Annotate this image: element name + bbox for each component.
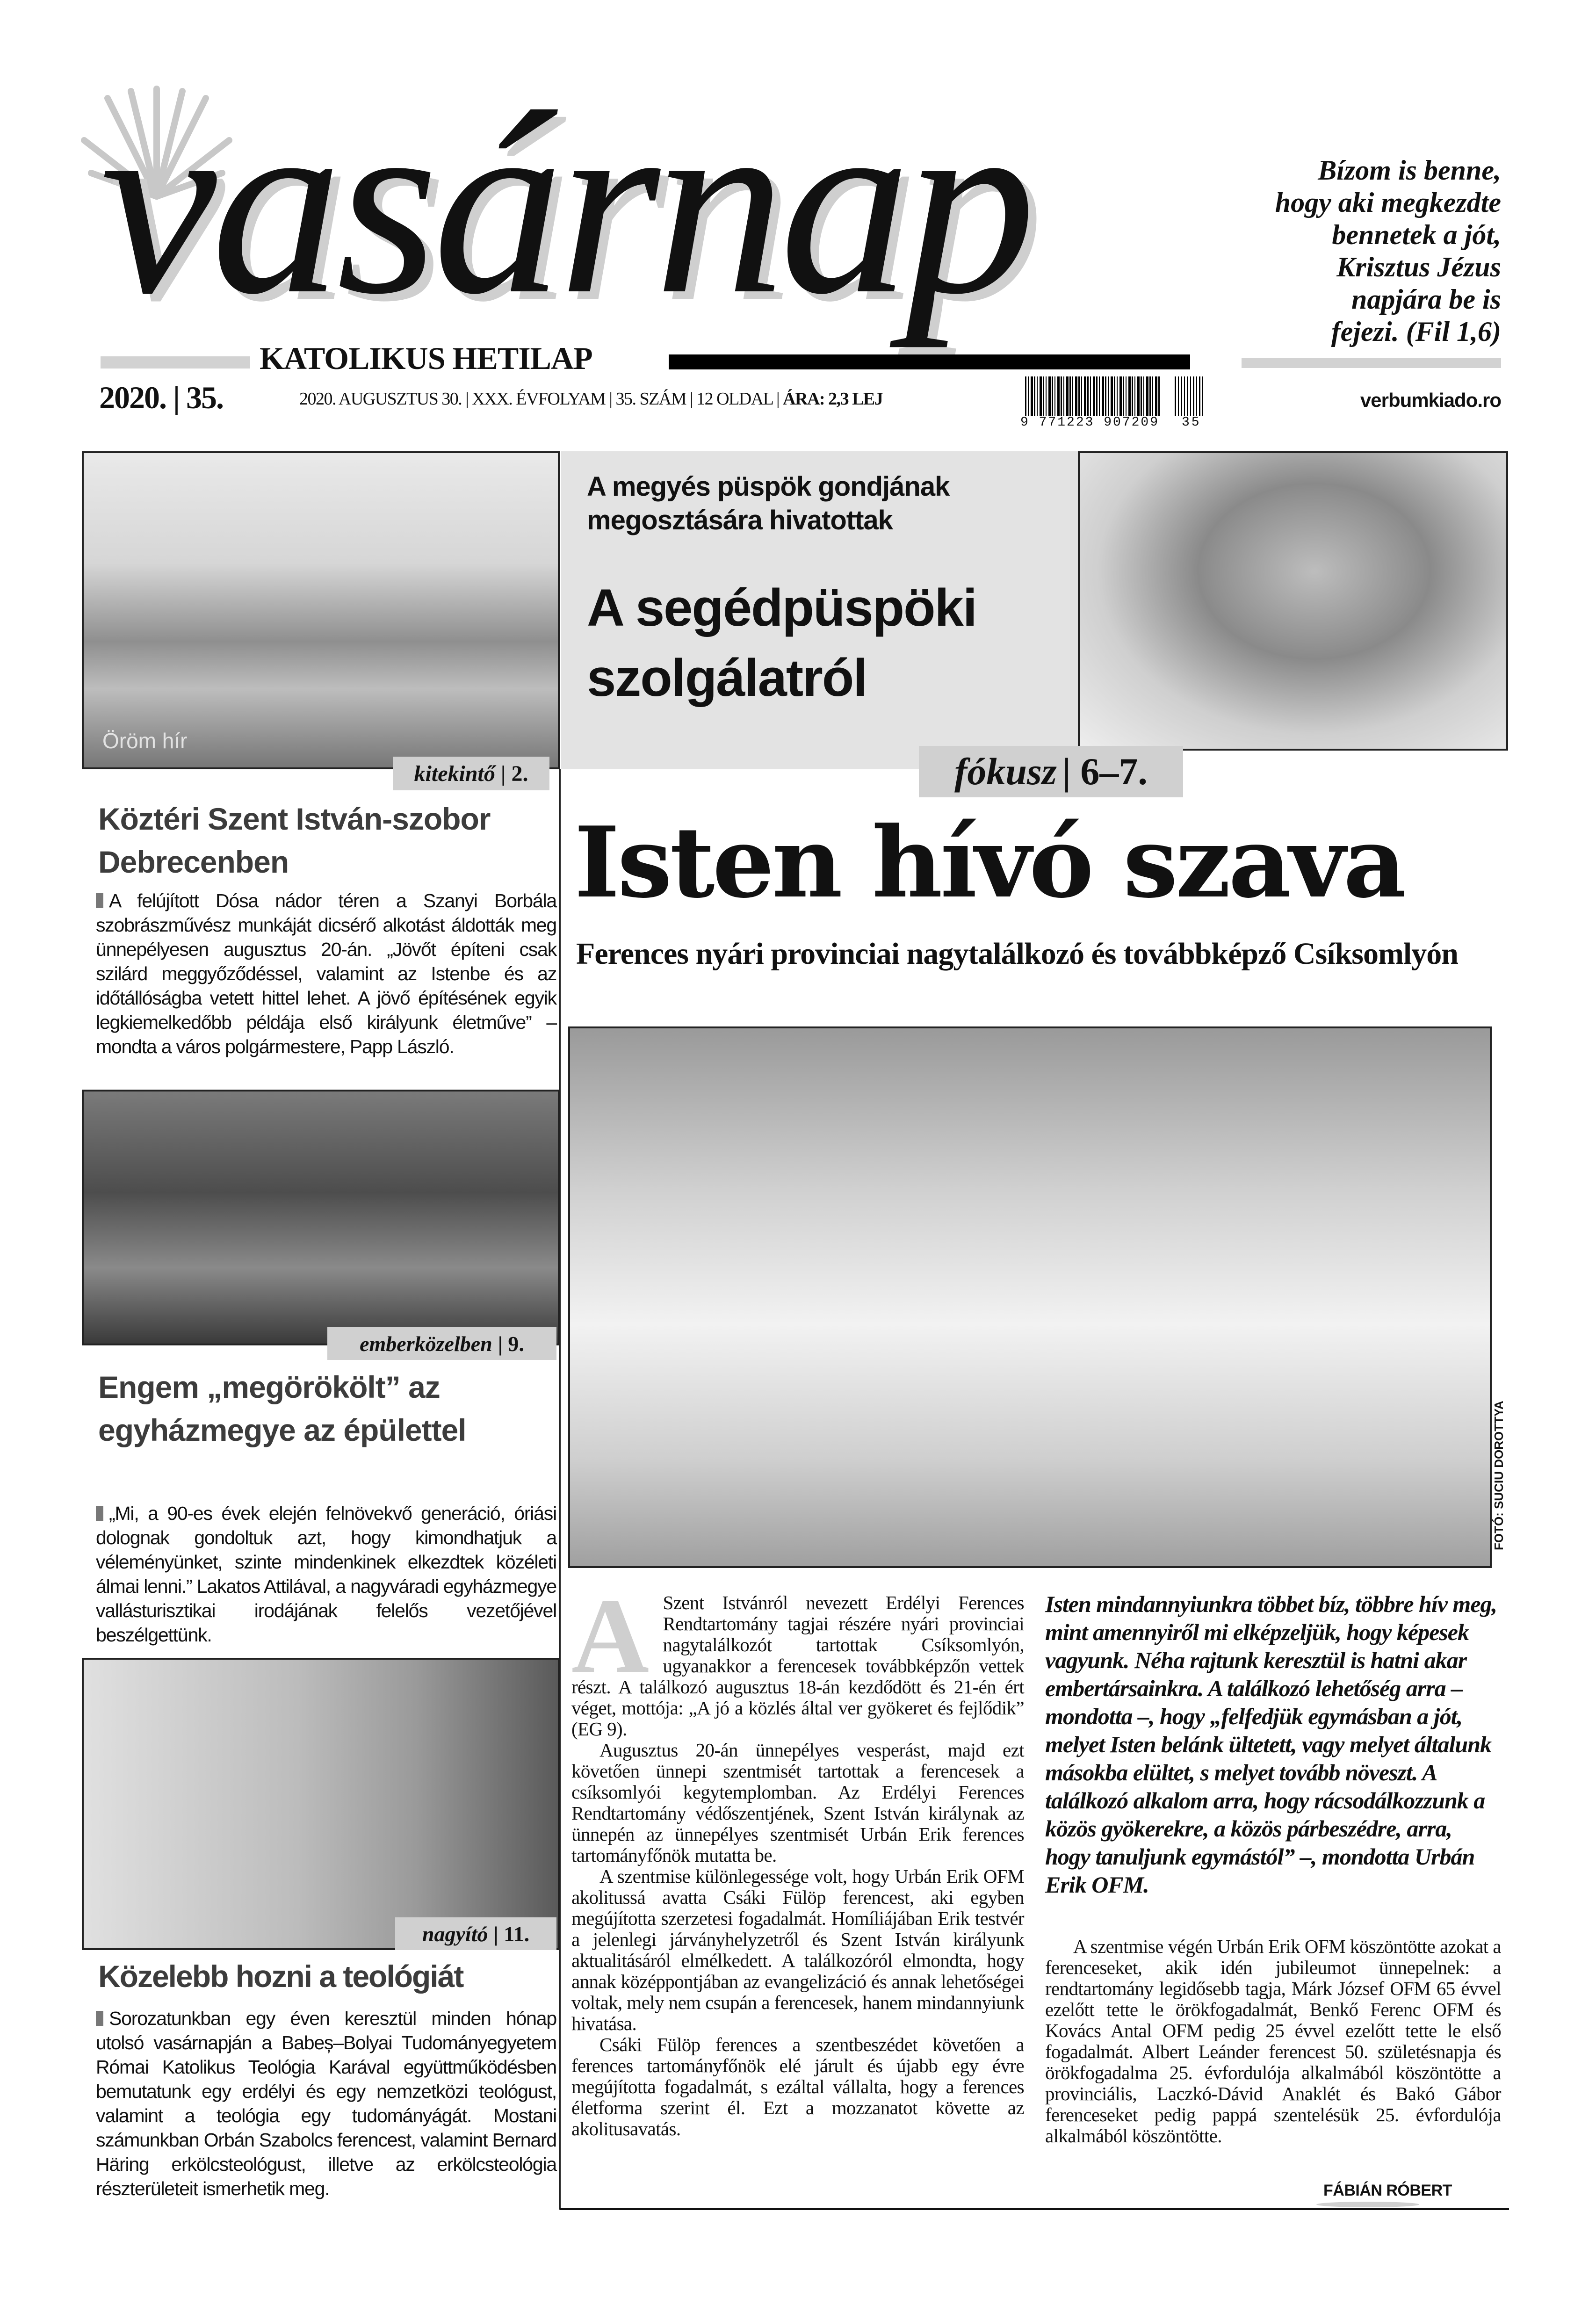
article-paragraph: Augusztus 20-án ünnepélyes vesperást, majd ezt követően ünnepi szentmisét tartottak a ferencesek a csíksomlyói kegytemplomban. Az Erdélyi Ferences Rendtartomány védőszentjének, Szent István királynak az ünnepén az ünnepélyes szentmisét Urbán Erik ferences tartományfőnök mutatta be.	[571, 1739, 1024, 1866]
tag-kitekinto[interactable]	[393, 757, 549, 790]
masthead-rule-black	[669, 354, 1190, 369]
feature-headline[interactable]: A segédpüspöki szolgálatról	[587, 578, 976, 707]
quote-line: Bízom is benne,	[1318, 155, 1501, 186]
tag-page: | 6–7.	[1062, 750, 1148, 793]
paragraph-marker	[96, 893, 103, 908]
main-headline[interactable]: Isten hívó szava	[574, 806, 1404, 920]
article-column-1	[571, 1576, 1024, 2139]
quote-line: hogy aki megkezdte	[1275, 187, 1501, 218]
sidebar-text: Sorozatunkban egy éven keresztül minden hónap utolsó vasárnapján a Babeș–Bolyai Tudományegyetem Római Katolikus Teológia Karával együttműködésben bemutatunk egy erdélyi és egy nemzetközi teológust, valamint a teológia egy tudományágát. Mostani számunkban Orbán Szabolcs ferencest, valamint Bernard Häring erkölcsteológust, illetve az erkölcsteológia részterületeit ismerhetik meg.	[96, 2008, 556, 2199]
masthead-rule-right	[1242, 358, 1501, 368]
article-paragraph: A szentmise különlegessége volt, hogy Urbán Erik OFM akolitussá avatta Csáki Fülöp ferencest, aki egyben megújította szerzetesi fogadalmát. Homíliájában Erik testvér a jelenlegi járványhelyzetről és Szent István királyunk aktualitásáról elmélkedett. A találkozóról elmondta, hogy annak középpontjában az evangelizáció és annak lehetőségei voltak, mely nem csupán a ferencesek, hanem mindannyiunk hivatása.	[571, 1865, 1024, 2034]
tag-page: | 9.	[498, 1331, 524, 1356]
sidebar-text: „Mi, a 90-es évek elején felnövekvő generáció, óriási dolognak gondoltuk azt, hogy kimondhatjuk a véleményünket, szinte mindenkinek elkezdtek közéleti álmai lenni.” Lakatos Attilával, a nagyváradi egyházmegye vallásturisztikai irodájának felelős vezetőjével beszélgettünk.	[96, 1503, 556, 1646]
sidebar-headline-3[interactable]: Közelebb hozni a teológiát	[98, 1959, 463, 1994]
byline: FÁBIÁN RÓBERT	[1323, 2182, 1452, 2199]
article-paragraph: Szent Istvánról nevezett Erdélyi Ferences Rendtartomány tagjai részére nyári provinciai nagytalálkozót tartottak Csíksomlyón, ugyanakkor a ferencesek továbbképzőn vettek részt. A találkozó augusztus 18-án kezdődött és 21-én ért véget, mottója: „A jó a közlés által ver gyökeret és fejlődik” (EG 9).	[571, 1592, 1024, 1740]
feature-kicker[interactable]: A megyés püspök gondjának megosztására hivatottak	[587, 471, 950, 535]
pull-quote: Isten mindannyiunkra többet bíz, többre hív meg, mint amennyiről mi elképzeljük, hogy képesek vagyunk. Néha rajtunk keresztül is hatni akar embertársainkra. A találkozó lehetőség arra – mondotta –, hogy „felfedjük egymásban a jót, melyet Isten belánk ültetett, vagy melyet általunk másokba elültet, s melyet tovább növeszt. A találkozó alkalom arra, hogy rácsodálkozzunk a közös gyökerekre, a közös párbeszédre, arra, hogy tanuljunk egymástól” –, mondotta Urbán Erik OFM.	[1045, 1591, 1497, 1898]
sidebar-headline-1[interactable]: Köztéri Szent István-szobor Debrecenben	[98, 802, 491, 879]
bottom-rule	[560, 2208, 1509, 2210]
subtitle: KATOLIKUS HETILAP	[260, 340, 592, 376]
column-divider	[559, 769, 561, 2210]
sidebar-body-1	[96, 889, 556, 1059]
tag-fokusz[interactable]	[919, 746, 1183, 797]
masthead-rule-left	[101, 356, 250, 369]
tag-nagyito[interactable]	[395, 1917, 556, 1950]
issue-details	[299, 387, 882, 411]
tag-section: nagyító	[422, 1922, 488, 1946]
quote-line: bennetek a jót,	[1332, 219, 1501, 250]
tag-section: fókusz	[954, 750, 1057, 793]
article-paragraph: Csáki Fülöp ferences a szentbeszédet követően a ferences tartományfőnök elé járult és újabb egy évre megújította fogadalmát, s ezáltal vállalta, hogy a ferences életforma szerint él. Ezt a mozzanatot követte az akolitusavatás.	[571, 2034, 1024, 2139]
photo-franciscan-mass	[568, 1026, 1492, 1568]
tag-emberkozelben[interactable]	[327, 1327, 556, 1360]
sidebar-body-3	[96, 2006, 556, 2201]
issue-details-text: 2020. AUGUSZTUS 30. | XXX. ÉVFOLYAM | 35. SZÁM | 12 OLDAL |	[299, 389, 780, 409]
sidebar-headline-2[interactable]: Engem „megörökölt” az egyházmegye az épülettel	[98, 1370, 466, 1447]
drop-cap: A	[571, 1576, 649, 1695]
website-link[interactable]: verbumkiado.ro	[1360, 389, 1501, 411]
sidebar-text: A felújított Dósa nádor téren a Szanyi Borbála szobrászművész munkáját dicsérő alkotást áldották meg ünnepélyesen augusztus 20-án. „Jövőt építeni csak szilárd meggyőződéssel, valamint az Istenbe és az időtállóságba vetett hittel lehet. A jövő építésének egyik legkiemelkedőbb példája első királyunk életműve” – mondta a város polgármestere, Papp László.	[96, 890, 556, 1057]
tag-section: kitekintő	[414, 761, 495, 786]
photo-saint-icon	[1078, 451, 1508, 751]
photo-watermark: Öröm hír	[102, 729, 188, 753]
barcode-number: 9 771223 907209	[1020, 415, 1160, 430]
barcode-addon: 35	[1182, 415, 1201, 430]
paragraph-marker	[96, 1506, 103, 1521]
photo-friar-pointing	[82, 1658, 560, 1950]
barcode	[1020, 376, 1207, 429]
photo-credit: FOTÓ: SUCIU DOROTTYA	[1492, 1401, 1506, 1550]
paragraph-marker	[96, 2011, 103, 2026]
quote-line: fejezi. (Fil 1,6)	[1331, 316, 1501, 347]
article-column-2	[1045, 1936, 1501, 2147]
main-subheadline: Ferences nyári provinciai nagytalálkozó és továbbképző Csíksomlyón	[576, 937, 1458, 971]
article-paragraph: A szentmise végén Urbán Erik OFM köszöntötte azokat a ferenceseket, akik idén jubileumot ünnepelnek: a rendtartomány legidősebb tagja, Márk József OFM 65 évvel ezelőtt tette le örökfogadalmát, Benkő Ferenc OFM és Kovács Antal OFM pedig 25 évvel ezelőtt tette le első fogadalmát. Albert Leánder ferencest 50. születésnapja és örökfogadalma 25. évfordulója alkalmából köszöntötte a provinciális, Laczkó-Dávid Anaklét és Bakó Gábor ferenceseket pedig pappá szentelésük 25. évfordulója alkalmából köszöntötte.	[1045, 1936, 1501, 2147]
masthead-quote	[1197, 154, 1501, 348]
quote-line: napjára be is	[1351, 284, 1501, 315]
quote-line: Krisztus Jézus	[1336, 252, 1501, 282]
photo-museum-visit	[82, 1090, 560, 1345]
tag-page: | 2.	[500, 761, 528, 786]
sidebar-body-2	[96, 1501, 556, 1647]
photo-statue-square	[82, 451, 560, 769]
byline-underline	[1316, 2202, 1419, 2207]
tag-section: emberközelben	[360, 1331, 492, 1356]
tag-page: | 11.	[493, 1922, 530, 1946]
logo[interactable]: vasárnap	[101, 58, 1031, 348]
price: ÁRA: 2,3 LEJ	[783, 389, 883, 409]
issue-number: 2020. | 35.	[99, 380, 223, 415]
